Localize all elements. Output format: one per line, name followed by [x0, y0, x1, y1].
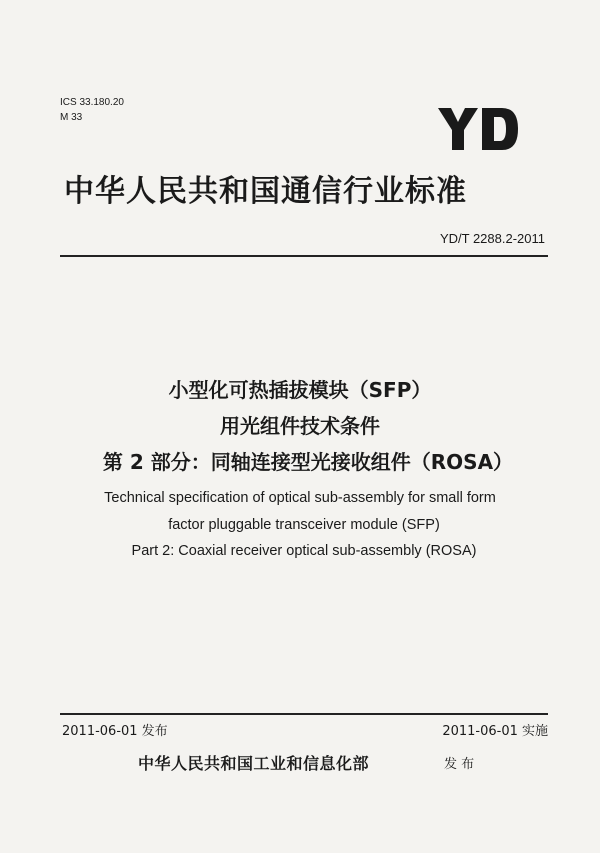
standard-category-title: 中华人民共和国通信行业标准	[64, 174, 467, 209]
english-title-line-3: Part 2: Coaxial receiver optical sub-assembly (ROSA)	[131, 543, 477, 559]
top-divider	[60, 255, 548, 257]
bottom-divider	[60, 713, 548, 715]
chinese-title-line-2: 用光组件技术条件	[220, 414, 380, 438]
issuing-authority: 中华人民共和国工业和信息化部	[138, 754, 370, 773]
class-code: M 33	[60, 112, 83, 123]
chinese-title-line-3: 第 2 部分：同轴连接型光接收组件（ROSA）	[102, 450, 514, 474]
standard-number: YD/T 2288.2-2011	[439, 231, 545, 246]
chinese-title-line-1: 小型化可热插拔模块（SFP）	[168, 378, 432, 402]
classification-codes	[60, 95, 124, 125]
english-title-line-2: factor pluggable transceiver module (SFP)	[168, 517, 440, 533]
implement-date: 2011-06-01 实施	[442, 724, 548, 739]
publish-date: 2011-06-01 发布	[62, 724, 168, 739]
english-title-line-1: Technical specification of optical sub-assembly for small form	[104, 490, 496, 506]
yd-logo	[438, 108, 520, 150]
issuer-action: 发 布	[444, 757, 475, 772]
ics-code: ICS 33.180.20	[60, 97, 124, 108]
